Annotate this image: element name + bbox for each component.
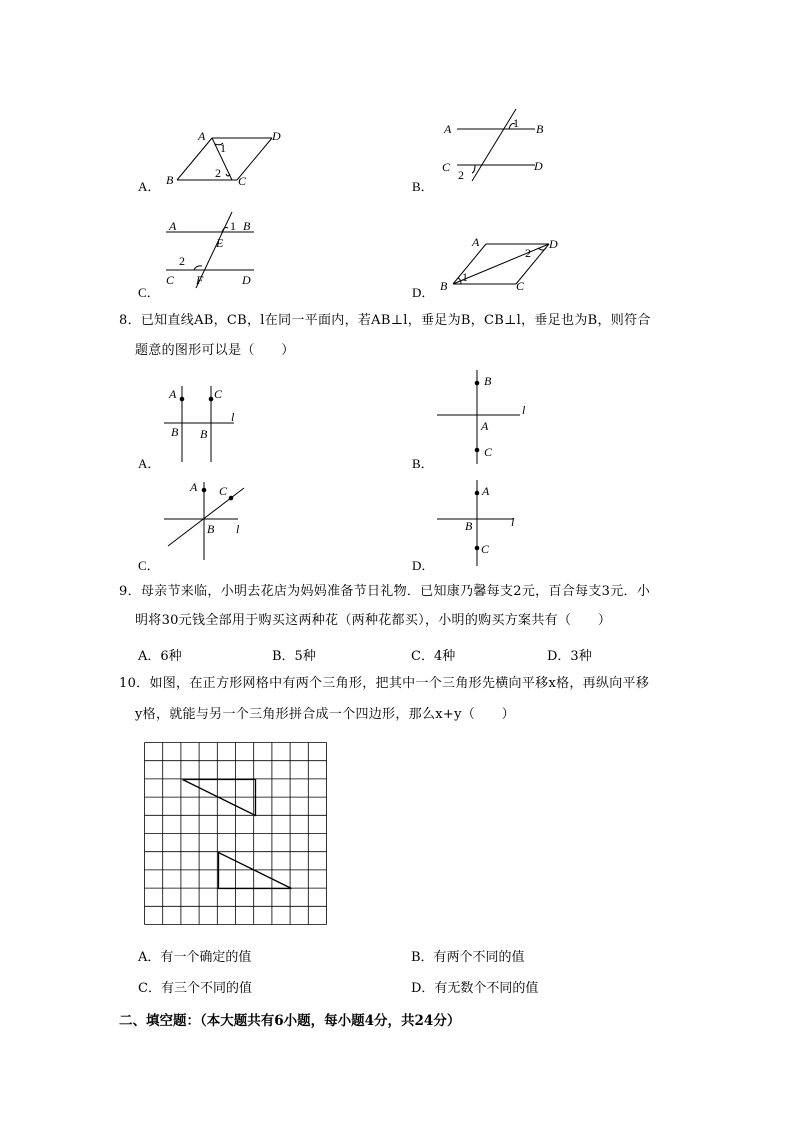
q7a-point-D: D [272, 129, 281, 143]
q9-text-line2: 明将30元钱全部用于购买这两种花（两种花都买），小明的购买方案共有（ ） [135, 613, 612, 628]
q8c-point-A: A [190, 480, 198, 494]
q7d-angle-1: 1 [462, 270, 468, 284]
q8d-point-B: B [465, 519, 473, 533]
section-fill-in-title: 二、填空题：（本大题共有6小题，每小题4分，共24分） [119, 1013, 461, 1029]
q7-option-a-label: A． [138, 179, 161, 194]
q7a-point-C: C [238, 174, 247, 188]
q9-option-c: C．4种 [411, 649, 456, 664]
q8b-point-C: C [484, 445, 493, 459]
q7-option-c-label: C． [138, 285, 160, 300]
q7-option-d-label: D． [412, 285, 435, 300]
q8-text-line2: 题意的图形可以是（ ） [135, 343, 295, 358]
q8-option-c-label: C． [138, 558, 160, 573]
q7-option-b-label: B． [412, 179, 434, 194]
q8-option-a-label: A． [138, 456, 161, 471]
q7d-point-C: C [516, 279, 525, 293]
q7b-point-B: B [536, 122, 544, 136]
q9-text-line1: 9．母亲节来临，小明去花店为妈妈准备节日礼物．已知康乃馨每支2元，百合每支3元．小 [119, 584, 651, 599]
q7-figure-d [435, 230, 575, 296]
q7d-point-D: D [549, 237, 558, 251]
q10-option-a: A．有一个确定的值 [138, 950, 252, 965]
q7c-point-E: E [216, 236, 224, 250]
q10-option-d: D．有无数个不同的值 [411, 981, 539, 996]
q7c-point-C: C [166, 273, 175, 287]
q8-option-d-label: D． [412, 558, 435, 573]
q8d-line-l: l [511, 515, 515, 529]
q10-option-c: C．有三个不同的值 [138, 981, 252, 996]
q7a-point-A: A [198, 129, 206, 143]
q7c-point-F: F [196, 273, 204, 287]
q8d-point-A: A [482, 484, 490, 498]
q7b-point-A: A [444, 122, 452, 136]
q8-figure-c [160, 476, 260, 568]
q8a-point-B2: B [200, 427, 208, 441]
q8a-point-A: A [169, 387, 177, 401]
q10-text-line2: y格，就能与另一个三角形拼合成一个四边形，那么x+y（ ） [135, 707, 515, 722]
q9-option-b: B．5种 [272, 649, 316, 664]
q8b-point-B: B [484, 374, 492, 388]
q8c-line-l: l [236, 522, 240, 536]
q7a-angle-1: 1 [220, 141, 226, 155]
q7d-point-A: A [472, 235, 480, 249]
q9-option-a: A．6种 [138, 649, 182, 664]
q7-figure-b [435, 105, 565, 185]
triangle-lower [219, 853, 292, 889]
q10-option-b: B．有两个不同的值 [411, 950, 525, 965]
q7d-point-B: B [440, 279, 448, 293]
q7b-point-C: C [442, 160, 451, 174]
q8a-point-B1: B [171, 425, 179, 439]
q7-figure-a [160, 122, 300, 192]
q8c-point-B: B [207, 522, 215, 536]
q10-grid-figure [142, 740, 332, 930]
q8-text-line1: 8．已知直线AB，CB，l在同一平面内，若AB⊥l，垂足为B，CB⊥l，垂足也为B，则符合 [119, 313, 651, 328]
q8a-line-l: l [231, 410, 235, 424]
q8-figure-b [435, 366, 545, 466]
triangle-upper [183, 780, 256, 816]
q7c-point-B: B [243, 219, 251, 233]
q8b-point-A: A [481, 419, 489, 433]
q8c-point-C: C [219, 484, 228, 498]
q7b-angle-2: 2 [458, 168, 464, 182]
q7b-angle-1: 1 [513, 116, 519, 130]
q7c-point-A: A [169, 219, 177, 233]
q7c-angle-2: 2 [179, 254, 185, 268]
q8d-point-C: C [481, 542, 490, 556]
q8a-point-C: C [214, 387, 223, 401]
q10-text-line1: 10．如图，在正方形网格中有两个三角形，把其中一个三角形先横向平移x格，再纵向平移 [119, 676, 650, 691]
q9-option-d: D．3种 [547, 649, 592, 664]
q8-figure-a [160, 378, 260, 464]
q8-figure-d [435, 476, 535, 568]
q8b-line-l: l [522, 403, 526, 417]
q7a-angle-2: 2 [215, 166, 221, 180]
q8-option-b-label: B． [412, 456, 434, 471]
q7b-point-D: D [534, 159, 543, 173]
q7c-angle-1: 1 [230, 219, 236, 233]
square-grid [145, 743, 327, 925]
q7c-point-D: D [242, 273, 251, 287]
q7d-angle-2: 2 [525, 246, 531, 260]
q7-figure-c [160, 208, 270, 292]
q7a-point-B: B [166, 173, 174, 187]
